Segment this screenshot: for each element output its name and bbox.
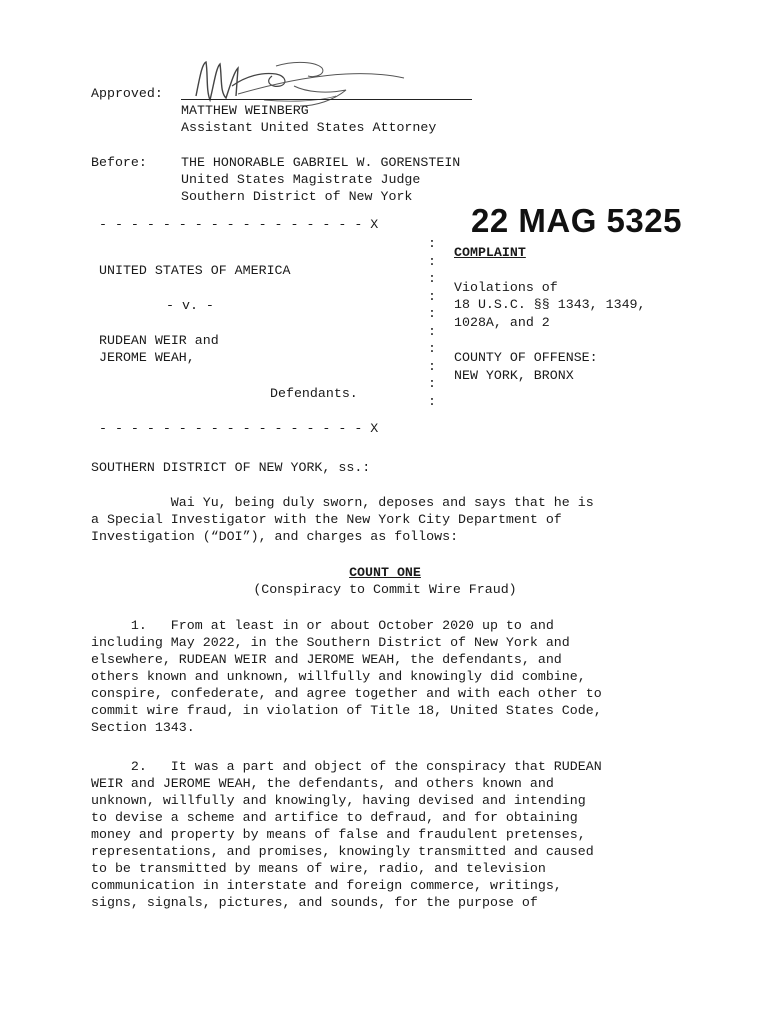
- paragraph-line: WEIR and JEROME WEAH, the defendants, and others known and: [91, 776, 554, 791]
- paragraph-2: [91, 758, 691, 911]
- violations-line3: 1028A, and 2: [454, 315, 550, 330]
- paragraph-line: to be transmitted by means of wire, radio, and television: [91, 861, 546, 876]
- caption-colon: :: [428, 236, 436, 251]
- paragraph-line: conspire, confederate, and agree together and with each other to: [91, 686, 602, 701]
- paragraph-line: commit wire fraud, in violation of Title 18, United States Code,: [91, 703, 602, 718]
- county-value: NEW YORK, BRONX: [454, 368, 574, 383]
- violations-line2: 18 U.S.C. §§ 1343, 1349,: [454, 297, 646, 312]
- paragraph-line: 1. From at least in or about October 2020 up to and: [91, 618, 554, 633]
- signature-line: [181, 99, 472, 100]
- paragraph-line: Section 1343.: [91, 720, 195, 735]
- venue-line: SOUTHERN DISTRICT OF NEW YORK, ss.:: [91, 460, 371, 475]
- paragraph-line: representations, and promises, knowingly transmitted and caused: [91, 844, 594, 859]
- count-one-heading: COUNT ONE: [349, 565, 421, 580]
- approved-label: Approved:: [91, 86, 163, 101]
- caption-colon-column: [425, 235, 439, 410]
- paragraph-line: to devise a scheme and artifice to defraud, and for obtaining: [91, 810, 578, 825]
- caption-plaintiff: UNITED STATES OF AMERICA: [99, 263, 291, 278]
- judge-title: United States Magistrate Judge: [181, 172, 421, 187]
- caption-colon: :: [428, 271, 436, 286]
- paragraph-line: others known and unknown, willfully and knowingly did combine,: [91, 669, 586, 684]
- intro-line: a Special Investigator with the New York City Department of: [91, 512, 562, 527]
- paragraph-line: signs, signals, pictures, and sounds, for the purpose of: [91, 895, 538, 910]
- paragraph-line: money and property by means of false and fraudulent pretenses,: [91, 827, 586, 842]
- caption-colon: :: [428, 323, 436, 339]
- caption-colon: :: [428, 253, 436, 269]
- paragraph-line: communication in interstate and foreign commerce, writings,: [91, 878, 562, 893]
- violations-line1: Violations of: [454, 280, 558, 295]
- before-label: Before:: [91, 155, 147, 170]
- paragraph-line: elsewhere, RUDEAN WEIR and JEROME WEAH, the defendants, and: [91, 652, 562, 667]
- count-one-subheading: (Conspiracy to Commit Wire Fraud): [253, 582, 517, 597]
- paragraph-line: 2. It was a part and object of the conspiracy that RUDEAN: [91, 759, 602, 774]
- caption-colon: :: [428, 393, 436, 409]
- caption-colon: :: [428, 341, 436, 356]
- intro-line: Investigation (“DOI”), and charges as follows:: [91, 529, 459, 544]
- paragraph-line: including May 2022, in the Southern District of New York and: [91, 635, 570, 650]
- county-label: COUNTY OF OFFENSE:: [454, 350, 598, 365]
- caption-versus: - v. -: [166, 298, 214, 313]
- approver-title: Assistant United States Attorney: [181, 120, 437, 135]
- intro-paragraph: [91, 494, 691, 545]
- caption-colon: :: [428, 358, 436, 374]
- caption-colon: :: [428, 376, 436, 391]
- paragraph-1: [91, 617, 691, 736]
- caption-rule-top: - - - - - - - - - - - - - - - - - X: [99, 217, 379, 232]
- paragraph-line: unknown, willfully and knowingly, having devised and intending: [91, 793, 586, 808]
- caption-rule-bottom: - - - - - - - - - - - - - - - - - X: [99, 421, 379, 436]
- judge-district: Southern District of New York: [181, 189, 413, 204]
- judge-name: THE HONORABLE GABRIEL W. GORENSTEIN: [181, 155, 461, 170]
- case-number: 22 MAG 5325: [471, 202, 682, 239]
- complaint-heading: COMPLAINT: [454, 245, 526, 260]
- caption-defendant-line1: RUDEAN WEIR and: [99, 333, 219, 348]
- intro-line: Wai Yu, being duly sworn, deposes and says that he is: [91, 495, 594, 510]
- caption-defendant-line2: JEROME WEAH,: [99, 350, 195, 365]
- caption-colon: :: [428, 288, 436, 304]
- caption-colon: :: [428, 306, 436, 321]
- caption-defendants-label: Defendants.: [270, 386, 358, 401]
- approver-name: MATTHEW WEINBERG: [181, 103, 309, 118]
